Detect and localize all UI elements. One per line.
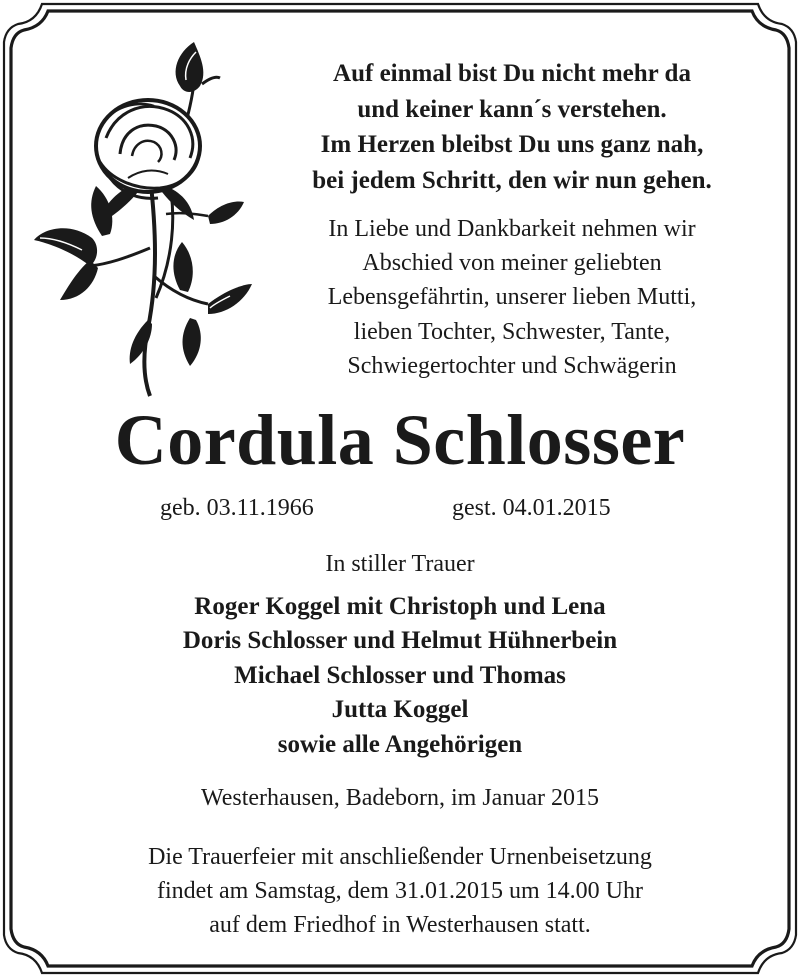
- mourner-line: Doris Schlosser und Helmut Hühnerbein: [182, 627, 618, 655]
- intro-line: In Liebe und Dankbarkeit nehmen wir: [328, 216, 696, 242]
- death-date: gest. 04.01.2015: [452, 495, 611, 521]
- life-dates: [0, 492, 800, 524]
- poem-line: und keiner kann´s verstehen.: [357, 95, 667, 123]
- mourning-intro: In stiller Trauer: [325, 551, 475, 577]
- intro-line: lieben Tochter, Schwester, Tante,: [353, 318, 671, 345]
- poem-verse: [262, 56, 762, 198]
- mourner-line: sowie alle Angehörigen: [277, 730, 523, 758]
- mourners-list: [0, 590, 800, 762]
- rose-icon: [30, 28, 255, 400]
- ceremony-line: findet am Samstag, dem 31.01.2015 um 14.00 Uhr: [157, 878, 643, 904]
- ceremony-info: [0, 840, 800, 942]
- mourner-line: Roger Koggel mit Christoph und Lena: [194, 593, 606, 620]
- mourner-line: Michael Schlosser und Thomas: [234, 661, 566, 689]
- intro-line: Schwiegertochter und Schwägerin: [347, 352, 677, 379]
- birth-date: geb. 03.11.1966: [160, 495, 314, 521]
- place-and-date: Westerhausen, Badeborn, im Januar 2015: [201, 785, 599, 811]
- mourner-line: Jutta Koggel: [331, 696, 469, 724]
- poem-line: Auf einmal bist Du nicht mehr da: [333, 60, 691, 87]
- deceased-name: Cordula Schlosser: [114, 400, 686, 480]
- farewell-intro: [262, 212, 762, 383]
- poem-line: bei jedem Schritt, den wir nun gehen.: [312, 166, 712, 194]
- intro-line: Lebensgefährtin, unserer lieben Mutti,: [327, 284, 697, 311]
- ceremony-line: auf dem Friedhof in Westerhausen statt.: [209, 912, 591, 938]
- ceremony-line: Die Trauerfeier mit anschließender Urnenbeisetzung: [148, 844, 652, 870]
- poem-line: Im Herzen bleibst Du uns ganz nah,: [320, 131, 704, 159]
- intro-line: Abschied von meiner geliebten: [362, 250, 662, 277]
